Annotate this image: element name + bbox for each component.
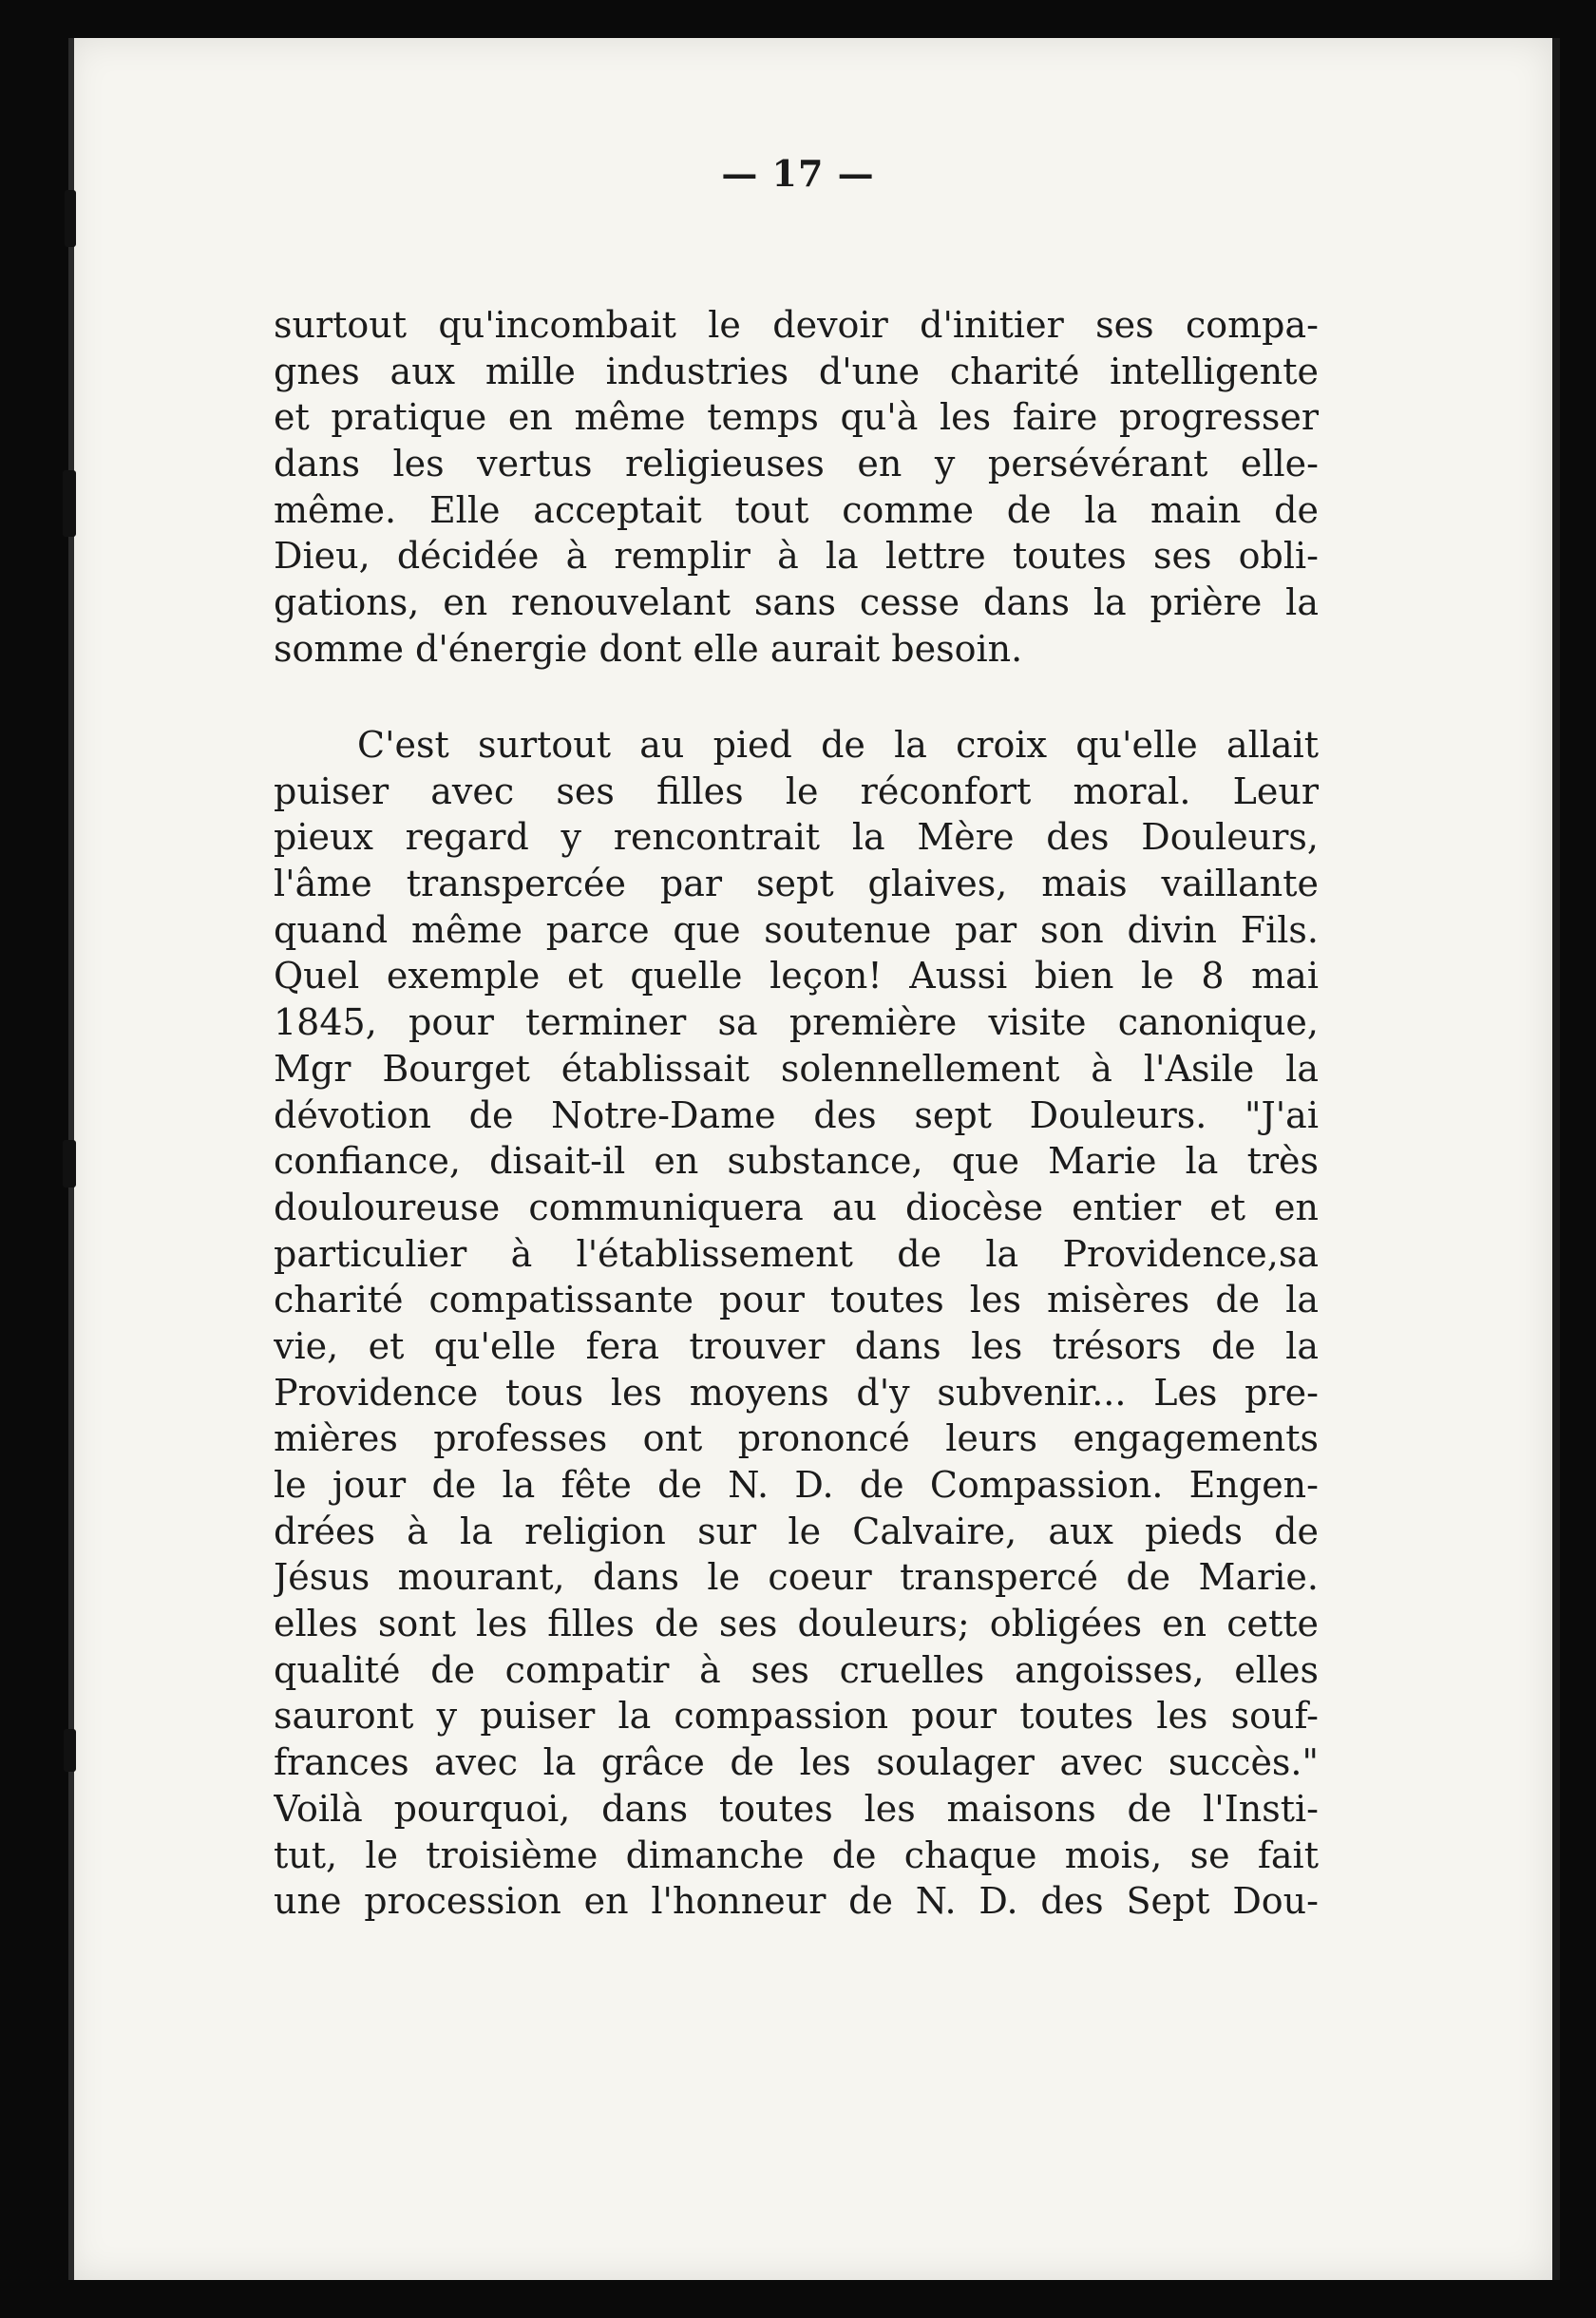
text-line: vie, et qu'elle fera trouver dans les trésors de la [274,1324,1319,1367]
page-edge [1552,38,1560,2280]
text-line: pieux regard y rencontrait la Mère des Douleurs, [274,816,1319,859]
text-line: surtout qu'incombait le devoir d'initier ses compa- [274,304,1319,346]
text-line: gations, en renouvelant sans cesse dans la prière la [274,581,1319,624]
text-line: C'est surtout au pied de la croix qu'elle allait [357,724,1319,766]
text-line: Dieu, décidée à remplir à la lettre toutes ses obli- [274,535,1319,578]
text-line: charité compatissante pour toutes les misères de la [274,1279,1319,1321]
text-line: Jésus mourant, dans le coeur transpercé de Marie. [274,1556,1319,1599]
text-line: Providence tous les moyens d'y subvenir... Les pre- [274,1371,1319,1414]
text-line: tut, le troisième dimanche de chaque mois, se fait [274,1834,1319,1876]
text-line: le jour de la fête de N. D. de Compassion. Engen- [274,1464,1319,1506]
page-number: — 17 — [721,152,875,195]
paragraph-1 [274,302,1319,673]
text-line: douloureuse communiquera au diocèse entier et en [274,1186,1319,1228]
text-line: qualité de compatir à ses cruelles angoisses, elles [274,1648,1319,1691]
text-line: dans les vertus religieuses en y persévérant elle- [274,443,1319,485]
text-line: Voilà pourquoi, dans toutes les maisons de l'Insti- [274,1787,1319,1830]
text-line: elles sont les filles de ses douleurs; obligées en cette [274,1603,1319,1645]
text-line: puiser avec ses filles le réconfort moral. Leur [274,770,1319,812]
text-line: drées à la religion sur le Calvaire, aux pieds de [274,1510,1319,1552]
text-line: quand même parce que soutenue par son divin Fils. [274,908,1319,951]
paragraph-2 [274,722,1319,1925]
text-line: une procession en l'honneur de N. D. des Sept Dou- [274,1880,1319,1923]
text-line: sauront y puiser la compassion pour toutes les souf- [274,1695,1319,1738]
text-line: Mgr Bourget établissait solennellement à l'Asile la [274,1047,1319,1090]
binding-mark [63,1140,76,1188]
text-line: mières professes ont prononcé leurs engagements [274,1417,1319,1460]
text-line: et pratique en même temps qu'à les faire progresser [274,396,1319,439]
text-line: gnes aux mille industries d'une charité intelligente [274,350,1319,392]
binding-mark [64,1729,76,1772]
text-line: particulier à l'établissement de la Providence,sa [274,1232,1319,1275]
text-line: confiance, disait-il en substance, que Marie la très [274,1140,1319,1183]
text-line: même. Elle acceptait tout comme de la main de [274,488,1319,531]
text-line: l'âme transpercée par sept glaives, mais vaillante [274,863,1319,905]
binding-mark [65,190,76,247]
binding-mark [63,470,76,537]
text-line: 1845, pour terminer sa première visite canonique, [274,1001,1319,1044]
text-line: Quel exemple et quelle leçon! Aussi bien le 8 mai [274,955,1319,998]
text-line: dévotion de Notre-Dame des sept Douleurs. "J'ai [274,1093,1319,1136]
text-line: somme d'énergie dont elle aurait besoin. [274,627,1023,670]
text-line: frances avec la grâce de les soulager avec succès." [274,1741,1319,1784]
